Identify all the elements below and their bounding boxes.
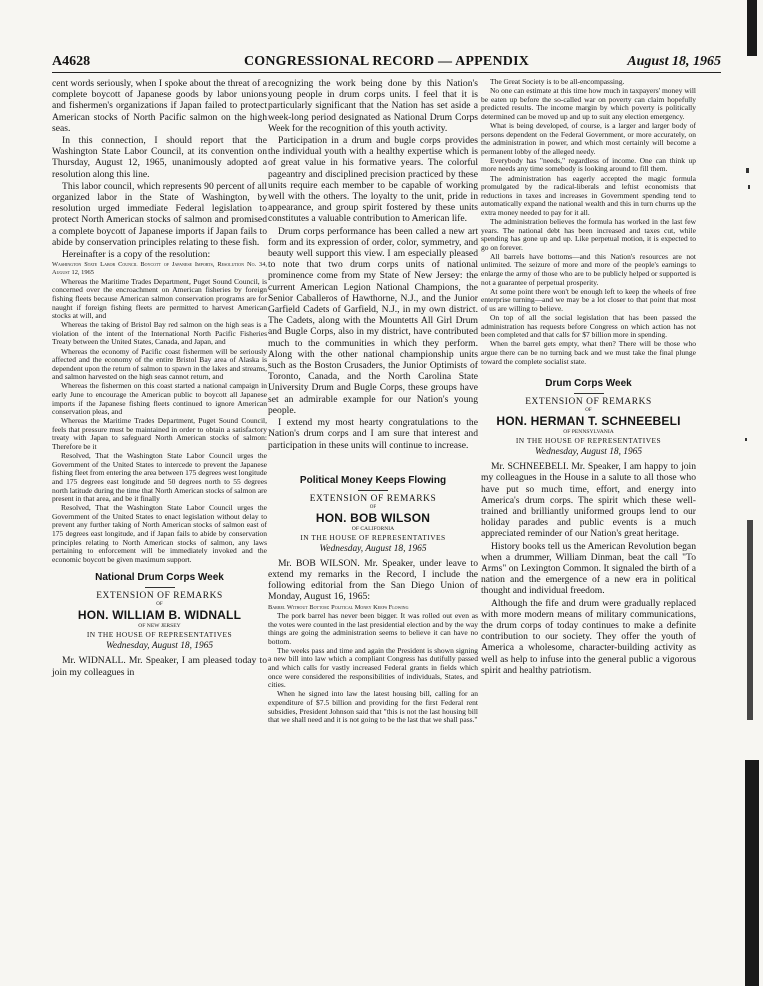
publication-title: CONGRESSIONAL RECORD — APPENDIX <box>243 54 530 69</box>
col1-top-text <box>52 78 267 260</box>
paragraph: The Great Society is to be all-encompassing. <box>490 77 625 86</box>
resolution-heading: Washington State Labor Council Boycott of Japanese Imports, Resolution No. 34, August 12, 1965 <box>52 261 267 277</box>
paragraph: What is being developed, of course, is a larger and larger body of persons dependent on the Federal Government, or more accurately, on the administration in power, and which most certainly will become a permanent lobby of the alleged needy. <box>481 120 696 156</box>
of-label: OF <box>369 504 377 510</box>
scan-speck <box>748 185 750 189</box>
member-state: OF PENNSYLVANIA <box>563 429 614 436</box>
paragraph: Whereas the fishermen on this coast started a national campaign in early June to encourage the American public to boycott all Japanese imports if the Japanese fishing fleets continued to ignore American conservation pleas, and <box>52 381 267 417</box>
resolution-text <box>52 261 267 564</box>
member-name: HON. WILLIAM B. WIDNALL <box>77 608 242 623</box>
scan-edge-mark <box>745 760 759 986</box>
section-title: Drum Corps Week <box>545 378 632 390</box>
paragraph: History books tell us the American Revolution began when a drummer, William Dinman, beat the call "To Arms" on Lexington Common. It signaled the birth of a nation and the emergence of a new era in political thought and individual freedom. <box>481 540 696 597</box>
of-label: OF <box>156 602 163 608</box>
paragraph: Mr. BOB WILSON. Mr. Speaker, under leave to extend my remarks in the Record, I include the following editorial from the San Diego Union of Monday, August 16, 1965: <box>268 557 478 603</box>
extension-label: EXTENSION OF REMARKS <box>96 591 223 602</box>
scan-speck <box>746 168 749 173</box>
paragraph: When he signed into law the latest housing bill, calling for an expenditure of $7.5 billion and providing for the first Federal rent subsidies, President Johnson said that "this is not the last housing bill that we shall need and it is not going to be the last that we shall pass." <box>268 689 478 725</box>
col1-bottom-text <box>52 655 267 677</box>
paragraph: Everybody has "needs," regardless of income. One can think up more needs any time somebody is looking around to fill them. <box>481 155 696 174</box>
scan-edge-mark <box>747 520 753 720</box>
scan-edge-mark <box>747 0 757 56</box>
paragraph: The pork barrel has never been bigger. It was rolled out even as the votes were counted in the last presidential election and by the way things are going the administration seems to believe it can have no bottom. <box>268 611 478 646</box>
page-number: A4628 <box>52 54 91 69</box>
paragraph: No one can estimate at this time how much in taxpayers' money will be eaten up before the so-called war on poverty can claim hopefully predicted results. The income margin by which poverty is politically determined can be moved up and up to suit any election emergency. <box>481 86 696 121</box>
member-name: HON. HERMAN T. SCHNEEBELI <box>496 414 681 429</box>
col3-top-text <box>481 78 696 366</box>
paragraph: Although the fife and drum were gradually replaced with more modern means of military communications, the drum corps of today continues to make a definite contribution to our society. They offer the youth of America a wholesome, character-building activity as well as help to infuse into the general public a vigorous spirit and healthy patriotism. <box>481 597 696 676</box>
paragraph: Mr. SCHNEEBELI. Mr. Speaker, I am happy to join my colleagues in the House in a salute to all those who have put so much time, effort, and energy into America's drum corps. The spirit which these well-trained and brilliantly uniformed groups lend to our holiday parades and public events is a much appreciated reminder of our Nation's great heritage. <box>481 461 696 540</box>
paragraph: Whereas the Maritime Trades Department, Puget Sound Council, feels that pressure must be maintained in order to obtain a satisfactory treaty with Japan to safeguard North American stocks of salmon: Therefore be it <box>52 416 267 452</box>
extension-block-wilson <box>268 475 478 554</box>
house-label: IN THE HOUSE OF REPRESENTATIVES <box>300 532 446 542</box>
paragraph: Drum corps performance has been called a new art form and its expression of order, color, symmetry, and beauty well support this view. I am especially pleased to note that two drum corps units of national prominence come from my State of New Jersey: the current American Legion National Champions, the Senior Caballeros of Hawthorne, N.J., and the Junior Garfield Cadets of Garfield, N.J., in my own district. The Cadets, along with the Mountetts All Girl Drum and Bugle Corps, also in my district, have contributed much to the communities in which they perform. Along with the other national championship units such as the Boston Crusaders, the Junior Optimists of Toronto, Canada, and the North Carolina State University Drum and Bugle Corps, these groups have set an admirable example for our Nation's young people. <box>268 225 478 416</box>
paragraph: On top of all the social legislation that has been passed the administration has requests before Congress on which action has not been completed and that calls for $7 billion more in spending. <box>481 313 696 340</box>
col2-intro-text <box>268 558 478 603</box>
col3-bottom-text <box>481 461 696 676</box>
paragraph: I extend my most hearty congratulations to the Nation's drum corps and I am sure that interest and participation in these units will continue to increase. <box>268 417 478 451</box>
extension-block-widnall <box>52 572 267 651</box>
paragraph: The administration believes the formula has worked in the last few years. The national debt has been increased and taxes cut, while spending has gone up and up. Like perpetual motion, it is expected to go on forever. <box>481 217 696 252</box>
paragraph: This labor council, which represents 90 percent of all organized labor in the State of Washington, by resolution urged immediate Federal legislation to protect North American stocks of salmon and promised a complete boycott of Japanese imports if Japan fails to abide by conservation principles relating to these fish. <box>52 180 267 248</box>
editorial-text <box>268 604 478 725</box>
of-label: OF <box>585 408 592 414</box>
member-state: OF CALIFORNIA <box>351 525 395 532</box>
divider <box>145 587 175 588</box>
paragraph: All barrels have bottoms—and this Nation's resources are not unlimited. The seizure of more and more of the people's earnings to enlarge the army of those who are to be publicly helped or supported is not a guarantee of perpetual prosperity. <box>481 251 696 287</box>
scan-speck <box>745 438 747 441</box>
extension-date: Wednesday, August 18, 1965 <box>534 447 643 458</box>
extension-label: EXTENSION OF REMARKS <box>309 493 437 504</box>
col2-top-text <box>268 78 478 451</box>
paragraph: Whereas the taking of Bristol Bay red salmon on the high seas is a violation of the intent of the International North Pacific Fisheries Treaty between the United States, Canada, and Japan, and <box>52 320 267 347</box>
editorial-heading: Barrel Without Bottom: Political Money Keeps Flowing <box>268 603 409 611</box>
column-2 <box>268 78 478 725</box>
paragraph: Resolved, That the Washington State Labor Council urges the Government of the United States to enact legislation without delay to prevent any further taking of North American stocks of salmon east of 175 degrees east longitude, and if Japan fails to abide by conservation principles relating to North American stocks of salmon, any laws pertaining to enforcement will be immediately invoked and the economic boycott be given maximum support. <box>52 503 267 564</box>
paragraph: In this connection, I should report that the Washington State Labor Council, at its convention on Thursday, August 12, 1965, unanimously adopted a resolution along this line. <box>52 135 267 180</box>
extension-date: Wednesday, August 18, 1965 <box>319 543 427 554</box>
paragraph: Mr. WIDNALL. Mr. Speaker, I am pleased today to join my colleagues in <box>52 655 267 678</box>
column-1 <box>52 78 267 679</box>
paragraph: Hereinafter is a copy of the resolution: <box>62 249 211 261</box>
house-label: IN THE HOUSE OF REPRESENTATIVES <box>86 630 233 640</box>
divider <box>358 490 388 491</box>
paragraph: At some point there won't be enough left to keep the wheels of free enterprise turning—and we may be a lot closer to that point that most of us are willing to believe. <box>481 286 696 313</box>
member-state: OF NEW JERSEY <box>138 623 181 630</box>
paragraph: recognizing the work being done by this Nation's young people in drum corps units. I feel that it is particularly significant that the Nation has set aside a week-long period designated as National Drum Corps Week for the recognition of this youth activity. <box>268 78 478 134</box>
paragraph: Resolved, That the Washington State Labor Council urges the Government of the United States to intercede to prevent the Japanese fishing fleet from entering the area between 175 degrees west longitude and 175 degrees east longitude and 50 degrees north to 55 degrees north latitude during the time that North American stocks of salmon are present in that area, and be it finally <box>52 451 267 504</box>
paragraph: The weeks pass and time and again the President is shown signing a new bill into law which a compliant Congress has dutifully passed and which calls for vastly increased Federal grants in fields which once were considered the responsibilities of individuals, States, and cities. <box>268 645 478 690</box>
paragraph: Whereas the economy of Pacific coast fishermen will be seriously affected and the economy of the entire Bristol Bay area of Alaska is dependent upon the return of salmon to spawn in the lakes and streams, and salmon harvested on the high seas cannot return, and <box>52 346 267 382</box>
paragraph: cent words seriously, when I spoke about the threat of a complete boycott of Japanese goods by labor unions and fishermen's organizations if Japan failed to protect American stocks of North Pacific salmon on the high seas. <box>52 78 267 134</box>
paragraph: The administration has eagerly accepted the magic formula promulgated by the radical-liberals and leftist economists that reductions in taxes and increases in Government spending tend to automatically expand the national wealth and this in turn churns up the extra money needed to pay for it all. <box>481 173 696 217</box>
extension-block-schneebeli <box>481 378 696 457</box>
divider <box>574 393 604 394</box>
paragraph: When the barrel gets empty, what then? There will be those who argue there can be no turning back and we must take the final plunge toward the complete socialist state. <box>481 339 696 366</box>
column-3 <box>481 78 696 677</box>
header-date: August 18, 1965 <box>627 54 721 69</box>
page-header <box>52 54 721 73</box>
extension-label: EXTENSION OF REMARKS <box>525 397 652 408</box>
section-title: Political Money Keeps Flowing <box>299 474 447 486</box>
paragraph: Participation in a drum and bugle corps provides the individual youth with a healthy expertise which is of great value in his formative years. The colorful pageantry and disciplined precision practiced by these units require each member to be capable of working well with the others. The loyalty to the unit, pride in appearance, and group spirit fostered by these units constitutes a valuable contribution to American life. <box>268 135 478 225</box>
paragraph: Whereas the Maritime Trades Department, Puget Sound Council, is concerned over the encroachment on American fisheries by foreign fishing fleets because American salmon conservation programs are for naught if foreign fishing fleets are permitted to harvest American stocks at will, and <box>52 276 267 321</box>
house-label: IN THE HOUSE OF REPRESENTATIVES <box>515 436 662 446</box>
member-name: HON. BOB WILSON <box>315 510 431 525</box>
section-title: National Drum Corps Week <box>95 572 224 584</box>
extension-date: Wednesday, August 18, 1965 <box>105 641 214 652</box>
